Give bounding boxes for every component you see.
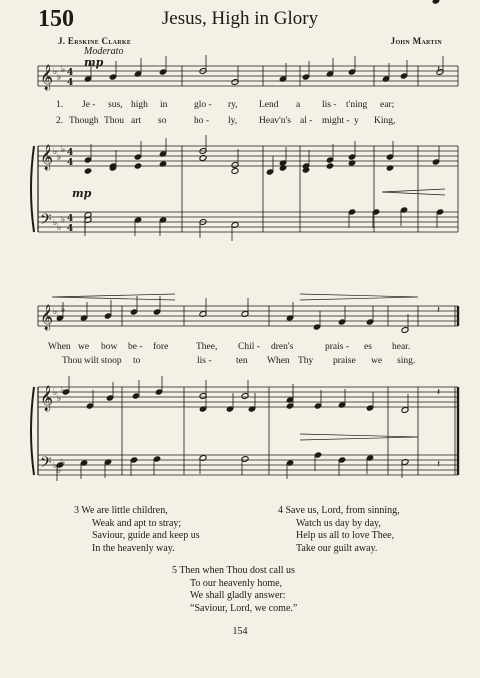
stanza-3 — [74, 505, 200, 555]
tempo-marking: Moderato — [84, 46, 124, 57]
crescendo-hairpin — [382, 189, 445, 195]
note-head — [348, 160, 356, 167]
lyric-syllable: so — [158, 116, 167, 126]
stanza-line: 5 Then when Thou dost call us — [172, 565, 295, 576]
note-head — [432, 0, 440, 4]
flat-icon: ♭ — [61, 458, 66, 468]
flat-icon: ♭ — [57, 153, 62, 163]
lyric-syllable: ear; — [380, 100, 395, 110]
flat-icon: ♭ — [61, 215, 66, 225]
lyric-syllable: praise — [333, 356, 356, 366]
lyric-syllable: ten — [236, 356, 248, 366]
treble-clef-icon: 𝄞 — [40, 386, 54, 411]
flat-icon: ♭ — [53, 307, 58, 317]
lyric-syllable: Je - — [82, 100, 96, 110]
dynamic-mark: mp — [84, 56, 104, 69]
lyric-syllable: y — [354, 116, 359, 126]
time-signature: 4 — [67, 78, 74, 88]
flat-icon: ♭ — [57, 73, 62, 83]
composer-credit: John Martin — [390, 36, 442, 46]
stanza-line: 3 We are little children, — [74, 505, 168, 516]
lyric-syllable: Thou — [62, 356, 83, 366]
note-head — [159, 161, 167, 168]
lyric-syllable: dren's — [271, 342, 294, 352]
stanza-line: Help us all to love Thee, — [296, 530, 395, 541]
lyric-syllable: in — [160, 100, 168, 110]
stanza-line: To our heavenly home, — [190, 577, 283, 589]
lyric-syllable: sing. — [397, 356, 416, 366]
lyric-syllable: Thy — [298, 356, 314, 366]
dynamic-mark: mp — [72, 187, 92, 200]
lyric-syllable: high — [131, 100, 148, 110]
lyric-syllable: ho - — [194, 116, 210, 126]
lyric-syllable: art — [131, 116, 142, 126]
stanza-line: We shall gladly answer: — [190, 590, 286, 601]
lyric-syllable: lis - — [322, 100, 337, 110]
lyric-syllable: al - — [300, 116, 313, 126]
time-signature: 4 — [67, 214, 74, 224]
note-head — [134, 163, 142, 170]
lyric-syllable: sus, — [108, 100, 123, 110]
stanza-line: “Saviour, Lord, we come.” — [190, 602, 298, 614]
stanza-line: Saviour, guide and keep us — [92, 530, 200, 541]
note-head — [326, 163, 334, 170]
note-head — [279, 165, 287, 172]
flat-icon: ♭ — [57, 313, 62, 323]
time-signature: 4 — [67, 158, 74, 168]
lyric-syllable: wilt — [84, 356, 99, 366]
lyric-syllable: glo - — [194, 100, 212, 110]
lyric-syllable: es — [364, 342, 372, 352]
lyric-syllable: hear. — [392, 342, 411, 352]
lyric-syllable: 1. — [56, 100, 64, 110]
flat-icon: ♭ — [53, 67, 58, 77]
lyric-syllable: Heav'n's — [259, 116, 291, 126]
note-head — [386, 165, 394, 172]
flat-icon: ♭ — [61, 305, 66, 315]
rest-icon: 𝄽 — [437, 64, 441, 75]
lyric-syllable: prais - — [325, 342, 350, 352]
lyric-syllable: When — [48, 342, 71, 352]
decrescendo-hairpin — [300, 434, 418, 440]
treble-clef-icon: 𝄞 — [40, 65, 54, 90]
treble-clef-icon: 𝄞 — [40, 145, 54, 170]
rest-icon: 𝄽 — [437, 459, 441, 470]
note-head — [199, 155, 207, 162]
time-signature: 4 — [67, 68, 74, 78]
lyric-syllable: stoop — [101, 356, 122, 366]
flat-icon: ♭ — [57, 394, 62, 404]
lyric-syllable: to — [133, 356, 141, 366]
hymn-number: 150 — [38, 6, 74, 32]
lyric-syllable: Though — [69, 116, 99, 126]
stanza-line: 4 Save us, Lord, from sinning, — [278, 505, 400, 516]
hymn-title: Jesus, High in Glory — [161, 8, 319, 29]
time-signature: 4 — [67, 148, 74, 158]
lyric-syllable: we — [78, 342, 90, 352]
lyric-syllable: Chil - — [238, 342, 260, 352]
lyricist-credit: J. Erskine Clarke — [58, 36, 132, 46]
lyric-syllable: be - — [128, 342, 143, 352]
flat-icon: ♭ — [61, 386, 66, 396]
lyric-syllable: fore — [153, 342, 169, 352]
rest-icon: 𝄽 — [437, 387, 441, 398]
bass-clef-icon: 𝄢 — [40, 454, 52, 475]
brace-icon — [31, 146, 34, 232]
decrescendo-hairpin — [300, 294, 418, 300]
lyric-syllable: t'ning — [346, 100, 368, 110]
bass-clef-icon: 𝄢 — [40, 211, 52, 232]
flat-icon: ♭ — [53, 461, 58, 471]
flat-icon: ♭ — [61, 65, 66, 75]
rest-icon: 𝄽 — [437, 305, 441, 316]
lyric-syllable: ly, — [228, 116, 238, 126]
page-number: 154 — [232, 626, 248, 637]
stanza-line: Watch us day by day, — [296, 517, 381, 529]
lyric-syllable: King, — [374, 116, 396, 126]
lyric-syllable: Thou — [104, 116, 125, 126]
note-head — [231, 168, 239, 175]
lyric-syllable: might - — [322, 116, 350, 126]
lyric-syllable: When — [267, 356, 290, 366]
note-head — [84, 168, 92, 175]
stanza-5 — [172, 565, 297, 615]
lyric-syllable: Lend — [259, 100, 279, 110]
lyric-syllable: we — [371, 356, 383, 366]
flat-icon: ♭ — [53, 147, 58, 157]
stanza-4 — [278, 505, 400, 555]
stanza-line: Weak and apt to stray; — [92, 517, 182, 529]
lyric-syllable: Thee, — [196, 342, 218, 352]
lyric-syllable: lis - — [197, 356, 212, 366]
brace-icon — [31, 387, 34, 475]
flat-icon: ♭ — [53, 388, 58, 398]
flat-icon: ♭ — [61, 145, 66, 155]
crescendo-hairpin — [52, 294, 175, 300]
flat-icon: ♭ — [57, 466, 62, 476]
lyric-syllable: ry, — [228, 100, 238, 110]
lyric-syllable: bow — [101, 342, 118, 352]
treble-clef-icon: 𝄞 — [40, 305, 54, 330]
flat-icon: ♭ — [57, 223, 62, 233]
stanza-line: In the heavenly way. — [92, 542, 175, 554]
flat-icon: ♭ — [53, 218, 58, 228]
stanza-line: Take our guilt away. — [296, 542, 378, 554]
lyric-syllable: a — [296, 100, 301, 110]
lyric-syllable: 2. — [56, 116, 64, 126]
time-signature: 4 — [67, 224, 74, 234]
